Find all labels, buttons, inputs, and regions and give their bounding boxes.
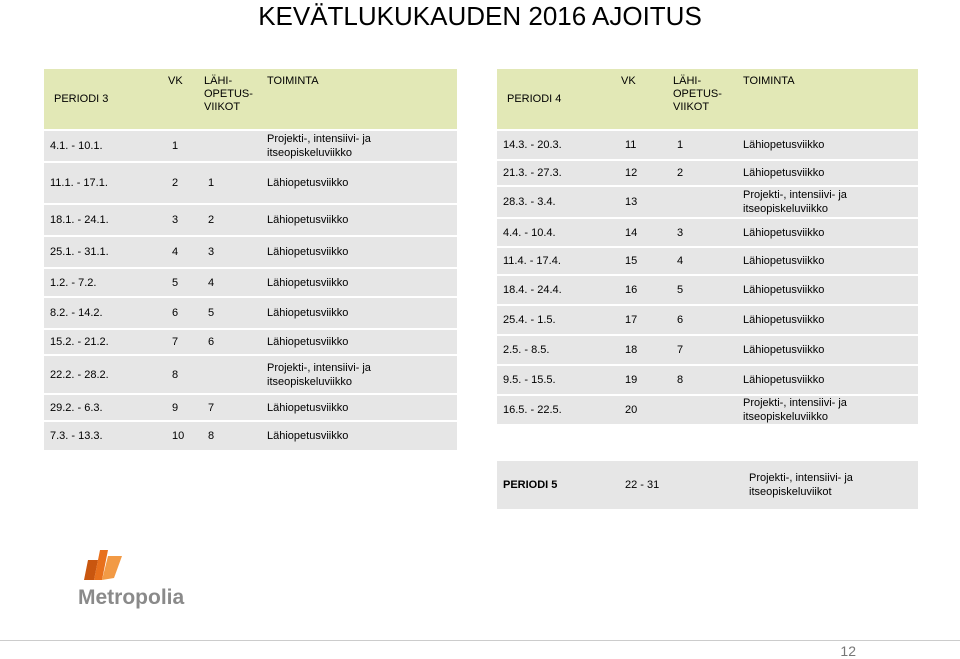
toiminta-cell: Projekti-, intensiivi- ja itseopiskeluviikko bbox=[267, 356, 457, 393]
periodi5-vk: 22 - 31 bbox=[621, 461, 743, 509]
vk-cell: 18 bbox=[621, 336, 673, 364]
periodi5-table bbox=[497, 459, 918, 511]
date-cell: 4.1. - 10.1. bbox=[44, 131, 168, 161]
table-row bbox=[44, 356, 457, 393]
table-row bbox=[497, 187, 918, 217]
lahi-cell bbox=[204, 131, 267, 161]
table-row bbox=[44, 422, 457, 450]
date-cell: 16.5. - 22.5. bbox=[497, 396, 621, 424]
vk-cell: 14 bbox=[621, 219, 673, 246]
periodi3-header-row bbox=[44, 69, 457, 129]
date-cell: 9.5. - 15.5. bbox=[497, 366, 621, 394]
lahi-header: LÄHI- OPETUS- VIIKOT bbox=[204, 69, 267, 129]
toiminta-cell: Projekti-, intensiivi- ja itseopiskeluviikko bbox=[267, 131, 457, 161]
toiminta-cell: Lähiopetusviikko bbox=[267, 298, 457, 328]
table-row bbox=[44, 237, 457, 267]
lahi-cell: 7 bbox=[204, 395, 267, 420]
lahi-cell: 1 bbox=[673, 131, 743, 159]
table-row bbox=[44, 269, 457, 296]
date-cell: 22.2. - 28.2. bbox=[44, 356, 168, 393]
table-row bbox=[497, 248, 918, 274]
periodi3-table bbox=[44, 67, 457, 452]
vk-cell: 17 bbox=[621, 306, 673, 334]
table-row bbox=[497, 336, 918, 364]
metropolia-logo bbox=[78, 546, 208, 616]
date-cell: 15.2. - 21.2. bbox=[44, 330, 168, 354]
lahi-cell: 3 bbox=[673, 219, 743, 246]
lahi-cell: 6 bbox=[204, 330, 267, 354]
toiminta-cell: Lähiopetusviikko bbox=[743, 336, 918, 364]
vk-cell: 20 bbox=[621, 396, 673, 424]
lahi-cell bbox=[673, 187, 743, 217]
vk-cell: 8 bbox=[168, 356, 204, 393]
vk-cell: 6 bbox=[168, 298, 204, 328]
toiminta-cell: Lähiopetusviikko bbox=[743, 366, 918, 394]
footer-divider bbox=[0, 640, 960, 641]
vk-cell: 12 bbox=[621, 161, 673, 185]
table-row bbox=[497, 219, 918, 246]
date-cell: 11.4. - 17.4. bbox=[497, 248, 621, 274]
lahi-cell: 5 bbox=[673, 276, 743, 304]
table-row bbox=[497, 366, 918, 394]
toiminta-cell: Lähiopetusviikko bbox=[267, 269, 457, 296]
date-cell: 8.2. - 14.2. bbox=[44, 298, 168, 328]
table-row bbox=[497, 131, 918, 159]
lahi-cell bbox=[673, 396, 743, 424]
periodi5-row bbox=[497, 461, 918, 509]
periodi4-title: PERIODI 4 bbox=[497, 69, 621, 129]
toiminta-cell: Projekti-, intensiivi- ja itseopiskeluviikko bbox=[743, 396, 918, 424]
toiminta-cell: Lähiopetusviikko bbox=[743, 131, 918, 159]
toiminta-header: TOIMINTA bbox=[267, 69, 457, 129]
date-cell: 11.1. - 17.1. bbox=[44, 163, 168, 203]
toiminta-cell: Lähiopetusviikko bbox=[267, 237, 457, 267]
vk-header: VK bbox=[168, 69, 204, 129]
vk-cell: 2 bbox=[168, 163, 204, 203]
periodi5-toiminta: Projekti-, intensiivi- ja itseopiskeluviikot bbox=[743, 461, 918, 509]
lahi-cell: 3 bbox=[204, 237, 267, 267]
table-row bbox=[44, 163, 457, 203]
periodi3-title: PERIODI 3 bbox=[44, 69, 168, 129]
toiminta-cell: Lähiopetusviikko bbox=[267, 395, 457, 420]
table-row bbox=[497, 306, 918, 334]
vk-cell: 16 bbox=[621, 276, 673, 304]
lahi-header: LÄHI- OPETUS- VIIKOT bbox=[673, 69, 743, 129]
vk-cell: 7 bbox=[168, 330, 204, 354]
lahi-cell: 8 bbox=[673, 366, 743, 394]
metropolia-logo-icon bbox=[78, 546, 208, 616]
toiminta-cell: Lähiopetusviikko bbox=[267, 205, 457, 235]
vk-cell: 19 bbox=[621, 366, 673, 394]
logo-text: Metropolia bbox=[78, 586, 185, 609]
vk-cell: 9 bbox=[168, 395, 204, 420]
page-number: 12 bbox=[840, 643, 856, 659]
table-row bbox=[497, 396, 918, 424]
toiminta-header: TOIMINTA bbox=[743, 69, 918, 129]
toiminta-cell: Lähiopetusviikko bbox=[267, 422, 457, 450]
periodi4-table bbox=[497, 67, 918, 426]
vk-header: VK bbox=[621, 69, 673, 129]
table-row bbox=[497, 276, 918, 304]
vk-cell: 4 bbox=[168, 237, 204, 267]
lahi-cell: 6 bbox=[673, 306, 743, 334]
toiminta-cell: Lähiopetusviikko bbox=[743, 161, 918, 185]
toiminta-cell: Lähiopetusviikko bbox=[743, 248, 918, 274]
date-cell: 21.3. - 27.3. bbox=[497, 161, 621, 185]
table-row bbox=[44, 131, 457, 161]
date-cell: 7.3. - 13.3. bbox=[44, 422, 168, 450]
toiminta-cell: Lähiopetusviikko bbox=[743, 276, 918, 304]
periodi5-title: PERIODI 5 bbox=[497, 461, 621, 509]
vk-cell: 13 bbox=[621, 187, 673, 217]
lahi-cell: 5 bbox=[204, 298, 267, 328]
lahi-cell: 2 bbox=[204, 205, 267, 235]
date-cell: 29.2. - 6.3. bbox=[44, 395, 168, 420]
page-title: KEVÄTLUKUKAUDEN 2016 AJOITUS bbox=[258, 1, 702, 31]
vk-cell: 11 bbox=[621, 131, 673, 159]
toiminta-cell: Lähiopetusviikko bbox=[267, 163, 457, 203]
vk-cell: 15 bbox=[621, 248, 673, 274]
lahi-cell: 4 bbox=[204, 269, 267, 296]
periodi4-header-row bbox=[497, 69, 918, 129]
vk-cell: 10 bbox=[168, 422, 204, 450]
vk-cell: 3 bbox=[168, 205, 204, 235]
vk-cell: 1 bbox=[168, 131, 204, 161]
table-row bbox=[44, 330, 457, 354]
date-cell: 18.4. - 24.4. bbox=[497, 276, 621, 304]
date-cell: 25.4. - 1.5. bbox=[497, 306, 621, 334]
date-cell: 4.4. - 10.4. bbox=[497, 219, 621, 246]
table-row bbox=[44, 395, 457, 420]
table-row bbox=[44, 205, 457, 235]
date-cell: 1.2. - 7.2. bbox=[44, 269, 168, 296]
lahi-cell bbox=[204, 356, 267, 393]
date-cell: 2.5. - 8.5. bbox=[497, 336, 621, 364]
date-cell: 25.1. - 31.1. bbox=[44, 237, 168, 267]
toiminta-cell: Lähiopetusviikko bbox=[267, 330, 457, 354]
toiminta-cell: Lähiopetusviikko bbox=[743, 219, 918, 246]
date-cell: 28.3. - 3.4. bbox=[497, 187, 621, 217]
date-cell: 14.3. - 20.3. bbox=[497, 131, 621, 159]
lahi-cell: 8 bbox=[204, 422, 267, 450]
table-row bbox=[497, 161, 918, 185]
date-cell: 18.1. - 24.1. bbox=[44, 205, 168, 235]
lahi-cell: 1 bbox=[204, 163, 267, 203]
lahi-cell: 4 bbox=[673, 248, 743, 274]
toiminta-cell: Projekti-, intensiivi- ja itseopiskeluviikko bbox=[743, 187, 918, 217]
toiminta-cell: Lähiopetusviikko bbox=[743, 306, 918, 334]
lahi-cell: 2 bbox=[673, 161, 743, 185]
vk-cell: 5 bbox=[168, 269, 204, 296]
lahi-cell: 7 bbox=[673, 336, 743, 364]
table-row bbox=[44, 298, 457, 328]
